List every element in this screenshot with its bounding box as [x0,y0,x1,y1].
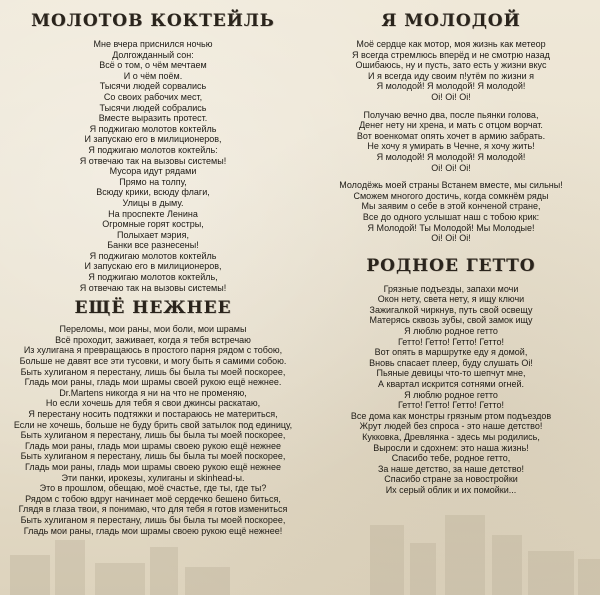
lyric-line: Переломы, мои раны, мои боли, мои шрамы [59,324,247,335]
lyric-line: Я перестану носить подтяжки и постараюсь не материться, [28,409,278,419]
lyric-line: Я поджигаю молотов коктейль [89,250,217,261]
lyric-line: Все дома как монстры грязным ртом подъездов [350,410,552,421]
lyric-line: Банки все разнесены! [107,240,199,251]
lyric-line: Кукковка, Древлянка - здесь мы родились, [362,432,540,442]
lyric-line: Я молодой! Я молодой! Я молодой! [376,151,526,162]
lyric-line: Oi! Oi! Oi! [431,91,471,102]
lyric-line: Сможем многого достичь, когда сомкнём ряды [353,190,549,201]
song-lyrics [302,39,600,244]
song-lyrics [0,324,306,536]
lyric-line: Глядя в глаза твои, я понимаю, что для тебя я готов измениться [18,504,288,515]
lyric-line: И запускаю его в милиционеров, [84,134,222,145]
lyric-line: Гетто! Гетто! Гетто! Гетто! [397,336,504,347]
lyric-line: И о чём поём. [123,70,183,81]
lyric-line: Спасибо тебе, родное гетто, [391,453,511,464]
lyric-line: Молодёжь моей страны Встанем вместе, мы сильны! [339,180,563,191]
lyric-line: Мусора идут рядами [109,166,197,177]
lyric-line: Тысячи людей собрались [99,102,207,113]
lyric-line: Прямо на толпу, [119,176,187,187]
lyric-line: Я поджигаю молотов коктейль [89,123,217,134]
lyric-line: Быть хулиганом я перестану, лишь бы была ты моей поскорее, [20,514,286,525]
lyric-line: Я люблю родное гетто [404,326,498,337]
lyric-line: Я отвечаю так на вызовы системы! [79,282,227,293]
lyric-line: Я Молодой! Ты Молодой! Мы Молодые! [367,222,535,233]
lyric-line: Вновь спасает плеер, буду слушать Oi! [369,357,533,368]
lyric-line: За наше детство, за наше детство! [377,463,525,474]
lyric-line: Ошибаюсь, ну и пусть, зато есть у жизни вкус [355,60,547,71]
lyric-line: Их серый облик и их помойки... [385,484,517,495]
left-column [0,0,306,536]
lyric-line: Я люблю родное гетто [404,389,498,400]
lyric-line: Тысячи людей сорвались [99,81,207,92]
lyric-line: Выросли и сдохнем: это наша жизнь! [373,442,529,453]
lyric-line: Всё проходит, заживает, когда я тебя встречаю [55,334,251,345]
lyric-line: Мне вчера приснился ночью [93,39,213,49]
lyric-line: Денег нету ни хрена, и мать с отцом ворчат. [359,120,543,131]
song-title: Я МОЛОДОЙ [381,11,521,31]
lyric-line: Эти панки, ирокезы, хулиганы и skinhead-ы. [61,472,245,483]
lyric-line: Матерясь сквозь зубы, свой замок ищу [369,315,533,326]
lyric-line: Долгожданный сон: [112,49,194,60]
lyric-line: Гладь мои раны, гладь мои шрамы своей рукою ещё нежнее. [24,377,282,388]
lyric-line: Dr.Martens никогда я ни на что не променяю, [59,387,247,398]
lyric-line: Не хочу я умирать в Чечне, я хочу жить! [367,141,535,152]
song-title: МОЛОТОВ КОКТЕЙЛЬ [31,11,275,31]
lyric-line: Гладь мои раны, гладь мои шрамы своею рукою ещё нежнее [24,461,282,472]
lyric-line: Все до одного услышат наш с тобою крик: [362,211,540,222]
lyric-line: Рядом с тобою вдруг начинает моё сердечко бешено биться, [25,493,281,504]
lyric-line: Окон нету, света нету, я ищу ключи [377,294,525,305]
lyric-line: И я всегда иду своим п!утём по жизни я [368,70,534,81]
lyric-line: Быть хулиганом я перестану, лишь бы была ты моей поскорее, [20,430,286,441]
lyric-line: Полыхает мэрия, [117,229,189,240]
lyric-line: Я всегда стремлюсь вперёд и не смотрю назад [352,49,550,60]
lyric-line: Гладь мои раны, гладь мои шрамы своею рукою ещё нежнее [24,440,282,451]
lyric-line: Я поджигаю молотов коктейль, [88,272,218,283]
lyric-line: Всё о том, о чём мечтаем [99,60,207,71]
lyric-line: Вот опять в маршрутке еду я домой, [374,347,528,358]
lyric-line: А квартал искрится сотнями огней. [378,379,524,390]
lyric-line: На проспекте Ленина [108,208,198,219]
lyric-line: Я поджигаю молотов коктейль: [88,144,218,155]
lyric-line: И запускаю его в милиционеров, [84,261,222,272]
lyric-line: Больше не давят все эти тусовки, и могу быть я самими собою. [19,356,287,367]
lyric-line: Быть хулиганом я перестану, лишь бы была ты моей поскорее, [20,451,286,462]
song-title: РОДНОЕ ГЕТТО [366,255,536,276]
lyric-line: Грязные подъезды, запахи мочи [383,283,519,294]
lyric-line: Это в прошлом, обещаю, моё счастье, где ты, где ты? [39,483,267,494]
song-title: ЕЩЁ НЕЖНЕЕ [74,298,232,319]
lyric-line: Но если хочешь для тебя я свои джинсы раскатаю, [45,398,261,409]
lyric-line: Гетто! Гетто! Гетто! Гетто! [397,400,504,411]
lyric-line: Зажигалкой чиркнув, путь свой освещу [369,304,533,315]
lyric-line: Моё сердце как мотор, моя жизнь как метеор [356,39,546,49]
lyric-line: Мы заявим о себе в этой конченой стране, [361,201,541,212]
lyric-line: Я отвечаю так на вызовы системы! [79,155,227,166]
lyric-line: Вместе выразить протест. [98,113,208,124]
lyric-line: Быть хулиганом я перестану, лишь бы была ты моей поскорее, [20,366,286,377]
lyric-line: Из хулигана я превращаюсь в простого парня рядом с тобою, [23,345,283,356]
lyric-line: Oi! Oi! Oi! [431,162,471,173]
lyric-line: Со своих рабочих мест, [103,91,203,102]
song-lyrics [302,284,600,496]
lyric-line: Если не хочешь, больше не буду брить свой затылок под единицу, [13,419,293,430]
lyric-line: Вот военкомат опять хочет в армию забрать. [356,130,546,141]
lyric-line: Жрут людей без спроса - это наше детство! [359,421,543,432]
lyric-line: Пьяные девицы что-то шепчут мне, [376,368,526,379]
lyric-line: Огромные горят костры, [102,219,204,230]
lyric-line: Всюду крики, всюду флаги, [96,187,210,198]
lyric-line: Спасибо стране за новостройки [384,474,518,485]
lyric-line: Улицы в дыму. [122,197,184,208]
lyric-line: Получаю вечно два, после пьянки голова, [363,109,539,120]
song-lyrics [0,39,306,293]
lyric-line: Гладь мои раны, гладь мои шрамы своею рукою ещё нежнее! [23,525,283,536]
right-column [302,0,600,496]
lyric-line: Я молодой! Я молодой! Я молодой! [376,81,526,92]
lyric-line: Oi! Oi! Oi! [431,233,471,244]
